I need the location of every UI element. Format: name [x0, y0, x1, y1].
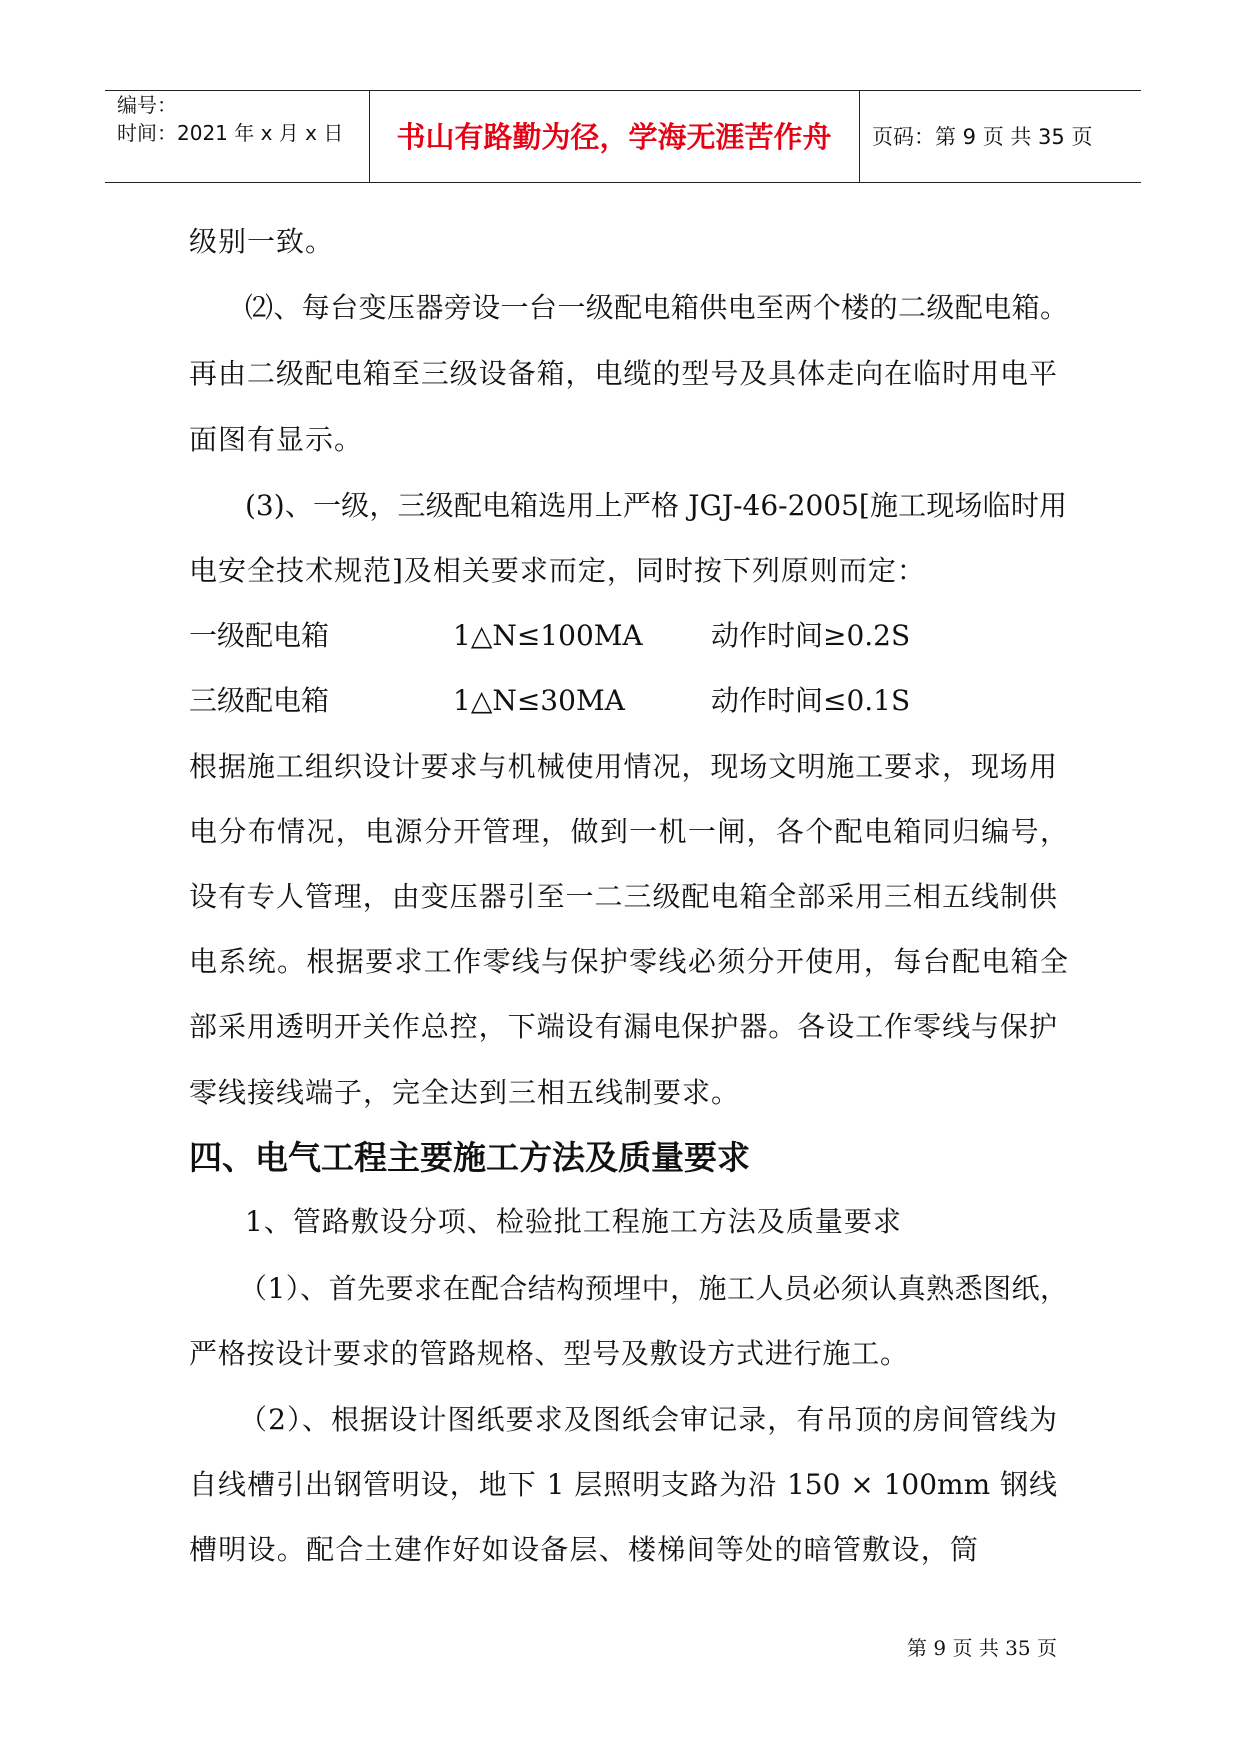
header-top-rule: [105, 90, 1141, 91]
body-line: 槽明设。配合土建作好如设备层、楼梯间等处的暗管敷设，筒: [189, 1533, 978, 1566]
header-bottom-rule: [105, 182, 1141, 183]
spec-name: 一级配电箱: [189, 619, 330, 652]
body-line: 设有专人管理，由变压器引至一二三级配电箱全部采用三相五线制供: [189, 880, 1057, 913]
body-line: (3)、一级，三级配电箱选用上严格 JGJ-46-2005[施工现场临时用: [245, 489, 1067, 522]
body-line: 电分布情况，电源分开管理，做到一机一闸，各个配电箱同归编号，: [189, 815, 1068, 848]
serial-label: 编号：: [117, 93, 177, 117]
body-line: ⑵、每台变压器旁设一台一级配电箱供电至两个楼的二级配电箱。: [245, 291, 1068, 324]
body-line: 级别一致。: [189, 225, 335, 258]
spec-current: 1△N≤30MA: [453, 684, 625, 717]
spec-current: 1△N≤100MA: [453, 619, 643, 652]
header-motto: 书山有路勤为径，学海无涯苦作舟: [396, 120, 832, 154]
body-line: 面图有显示。: [189, 423, 364, 456]
header-page-info: 页码：第 9 页 共 35 页: [872, 125, 1093, 149]
body-line: 部采用透明开关作总控，下端设有漏电保护器。各设工作零线与保护: [189, 1010, 1057, 1043]
spec-time: 动作时间≤0.1S: [711, 684, 911, 717]
body-line: 再由二级配电箱至三级设备箱，电缆的型号及具体走向在临时用电平: [189, 357, 1057, 390]
body-line: 自线槽引出钢管明设，地下 1 层照明支路为沿 150 × 100mm 钢线: [189, 1468, 1057, 1501]
body-line: 根据施工组织设计要求与机械使用情况，现场文明施工要求，现场用: [189, 750, 1057, 783]
spec-time: 动作时间≥0.2S: [711, 619, 911, 652]
body-line: 1、管路敷设分项、检验批工程施工方法及质量要求: [245, 1205, 902, 1238]
section-heading: 四、电气工程主要施工方法及质量要求: [189, 1138, 750, 1177]
body-line: （1）、首先要求在配合结构预埋中，施工人员必须认真熟悉图纸，: [239, 1272, 1068, 1305]
body-line: 严格按设计要求的管路规格、型号及敷设方式进行施工。: [189, 1337, 908, 1370]
footer-page-number: 第 9 页 共 35 页: [907, 1636, 1057, 1660]
time-label: 时间：2021 年 x 月 x 日: [117, 121, 344, 145]
body-line: 零线接线端子，完全达到三相五线制要求。: [189, 1076, 741, 1109]
spec-name: 三级配电箱: [189, 684, 330, 717]
body-line: （2）、根据设计图纸要求及图纸会审记录，有吊顶的房间管线为: [239, 1403, 1057, 1436]
body-line: 电安全技术规范]及相关要求而定，同时按下列原则而定：: [189, 554, 926, 587]
body-line: 电系统。根据要求工作零线与保护零线必须分开使用，每台配电箱全: [189, 945, 1068, 978]
header-divider-right: [859, 90, 860, 182]
